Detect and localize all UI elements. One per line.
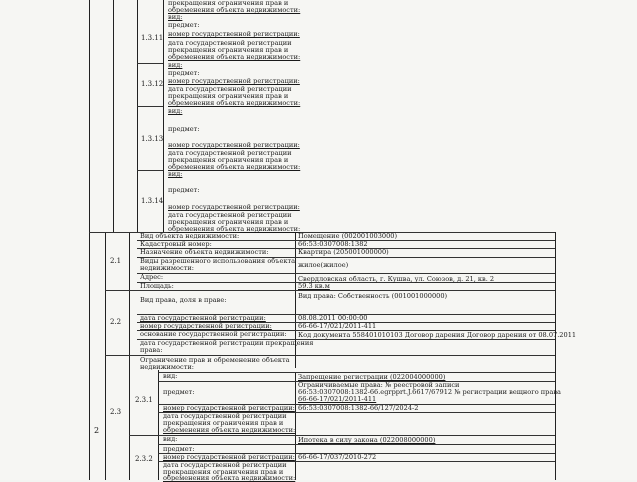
rule-v xyxy=(158,370,159,480)
subsection-number: 2.1 xyxy=(110,257,122,265)
rule-h xyxy=(137,170,163,171)
rule-h xyxy=(158,444,555,445)
entry-number: 1.3.12 xyxy=(141,80,164,88)
section-number: 2 xyxy=(94,426,100,435)
entry-number: 1.3.14 xyxy=(141,197,164,205)
section-title: Ограничение прав и обременение объекта xyxy=(140,356,290,364)
field-value: Квартира (205001000000) xyxy=(298,248,389,256)
field-label: Назначение объекта недвижимости: xyxy=(140,248,269,256)
entry-line: предмет: xyxy=(168,21,200,29)
rule-v xyxy=(295,372,296,480)
entry-line: дата государственной регистрации xyxy=(168,39,292,47)
field-label: предмет: xyxy=(163,388,195,396)
field-label: Виды разрешенного использования объекта xyxy=(140,257,296,265)
field-value: Код документа 558401010103 Договор дарения Договор дарения от 08.07.2011 xyxy=(298,331,577,339)
entry-line: дата государственной регистрации xyxy=(168,149,292,157)
section-title: недвижимости: xyxy=(140,363,194,371)
field-label: вид: xyxy=(163,372,178,380)
field-label: Вид объекта недвижимости: xyxy=(140,232,240,240)
rule-v xyxy=(137,0,138,232)
subsection-number: 2.3 xyxy=(110,408,122,416)
field-value: Помещение (002001003000) xyxy=(298,232,398,240)
field-value: 59.3 кв.м xyxy=(298,282,330,290)
field-label: Площадь: xyxy=(140,282,174,290)
field-label: дата государственной регистрации xyxy=(163,412,287,420)
field-label: предмет: xyxy=(163,445,195,453)
field-label: дата государственной регистрации прекращения xyxy=(140,339,314,347)
field-label: прекращения ограничения прав и xyxy=(163,419,284,427)
field-value: 66-66-17/037/2010-272 xyxy=(298,453,377,461)
field-value: жилое(жилое) xyxy=(298,261,349,269)
field-label: прекращения ограничения прав и xyxy=(163,468,284,476)
entry-line: прекращения ограничения прав и xyxy=(168,46,289,54)
entry-number: 1.3.11 xyxy=(141,34,164,42)
fragment-line: вид: xyxy=(168,13,183,21)
rule-v xyxy=(113,0,114,232)
field-label: обременения объекта недвижимости: xyxy=(163,474,296,482)
rule-v xyxy=(105,232,106,480)
field-value: 66-66-17/021/2011-411 xyxy=(298,395,377,403)
entry-line: обременения объекта недвижимости: xyxy=(168,225,301,233)
field-label: Кадастровый номер: xyxy=(140,240,212,248)
field-value: Ограничиваемые права: № реестровой записи xyxy=(298,381,460,389)
field-value: Ипотека в силу закона (022008000000) xyxy=(298,436,436,444)
entry-line: прекращения ограничения прав и xyxy=(168,156,289,164)
rule-v xyxy=(129,232,130,480)
entry-line: номер государственной регистрации: xyxy=(168,77,300,85)
field-label: номер государственной регистрации: xyxy=(140,322,272,330)
field-value: 66:53:0307008:1382-66.egrpprt.J.6617/67912 № регистрации вещного права xyxy=(298,388,561,396)
rule-v xyxy=(89,0,90,480)
entry-line: вид: xyxy=(168,61,183,69)
entry-line: вид: xyxy=(168,170,183,178)
entry-line: прекращения ограничения прав и xyxy=(168,92,289,100)
field-value: 66:53:0307008:1382 xyxy=(298,240,368,248)
field-label: номер государственной регистрации: xyxy=(163,404,295,412)
field-label: вид: xyxy=(163,435,178,443)
field-label: основание государственной регистрации: xyxy=(140,330,287,338)
rule-h xyxy=(137,63,163,64)
subsection-number: 2.2 xyxy=(110,318,122,326)
field-value: 08.08.2011 00:00:00 xyxy=(298,314,368,322)
field-value: Вид права: Собственность (001001000000) xyxy=(298,292,448,300)
field-label: права: xyxy=(140,346,163,354)
rule-h xyxy=(137,106,163,107)
entry-line: номер государственной регистрации: xyxy=(168,141,300,149)
entry-line: обременения объекта недвижимости: xyxy=(168,99,301,107)
rule-v xyxy=(555,232,556,480)
field-value: 66:53:0307008:1382-66/127/2024-2 xyxy=(298,404,419,412)
entry-number: 2.3.2 xyxy=(135,455,153,463)
fragment-line: обременения объекта недвижимости: xyxy=(168,6,301,14)
entry-line: обременения объекта недвижимости: xyxy=(168,53,301,61)
entry-line: дата государственной регистрации xyxy=(168,85,292,93)
field-label: обременения объекта недвижимости: xyxy=(163,426,296,434)
entry-line: дата государственной регистрации xyxy=(168,211,292,219)
field-label: номер государственной регистрации: xyxy=(163,453,295,461)
rule-h xyxy=(137,273,555,274)
entry-line: вид: xyxy=(168,107,183,115)
field-label: Вид права, доля в праве: xyxy=(140,296,227,304)
field-value: Свердловская область, г. Кушва, ул. Союзов, д. 21, кв. 2 xyxy=(298,275,495,283)
field-label: дата государственной регистрации xyxy=(163,461,287,469)
field-label: Адрес: xyxy=(140,273,164,281)
entry-line: номер государственной регистрации: xyxy=(168,203,300,211)
field-label: недвижимости: xyxy=(140,264,194,272)
entry-line: прекращения ограничения прав и xyxy=(168,218,289,226)
field-value: Запрещение регистрации (022004000000) xyxy=(298,373,446,381)
entry-line: предмет: xyxy=(168,125,200,133)
rule-v xyxy=(295,232,296,368)
entry-line: номер государственной регистрации: xyxy=(168,30,300,38)
entry-line: обременения объекта недвижимости: xyxy=(168,163,301,171)
entry-line: предмет: xyxy=(168,69,200,77)
fragment-line: прекращения ограничения прав и xyxy=(168,0,289,7)
entry-number: 2.3.1 xyxy=(135,396,153,404)
field-value: 66-66-17/021/2011-411 xyxy=(298,322,377,330)
entry-line: предмет: xyxy=(168,186,200,194)
entry-number: 1.3.13 xyxy=(141,135,164,143)
field-label: дата государственной регистрации: xyxy=(140,314,266,322)
